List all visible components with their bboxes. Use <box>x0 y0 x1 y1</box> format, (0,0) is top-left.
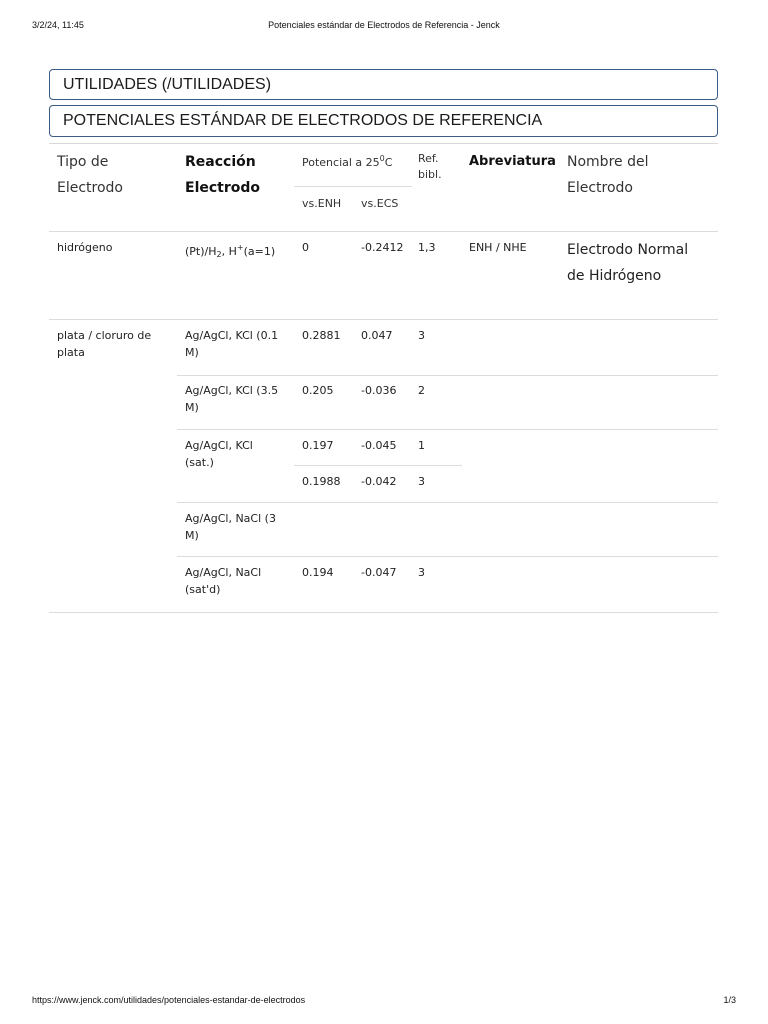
row-divider <box>49 231 718 232</box>
row-divider <box>177 502 718 503</box>
cell-ref: 1 <box>418 439 425 452</box>
page-number: 1/3 <box>723 995 736 1005</box>
cell-reaccion: $(Pt)/H_2$, H+(a=1) <box>185 243 276 259</box>
cell-vs-enh: 0.1988 <box>302 475 341 488</box>
cell-vs-enh: 0.2881 <box>302 329 341 342</box>
cell-nombre: Electrodo Normal de Hidrógeno <box>567 242 689 284</box>
cell-vs-ecs: -0.045 <box>361 439 397 452</box>
row-divider <box>177 429 718 430</box>
header-tipo: Tipo de Electrodo <box>57 154 124 196</box>
cell-vs-ecs: -0.2412 <box>361 241 404 254</box>
header-abreviatura: Abreviatura <box>469 154 556 169</box>
breadcrumb-utilidades-link[interactable] <box>49 69 718 100</box>
cell-reaccion: Ag/AgCl, NaCl (3 M) <box>185 512 276 542</box>
cell-reaccion: Ag/AgCl, KCl (sat.) <box>185 439 253 469</box>
cell-vs-enh: 0.205 <box>302 384 334 397</box>
table-top-border <box>49 143 718 144</box>
page-title: POTENCIALES ESTÁNDAR DE ELECTRODOS DE REFERENCIA <box>63 112 543 129</box>
page-title-box <box>49 105 718 137</box>
breadcrumb-label: UTILIDADES (/UTILIDADES) <box>63 75 272 93</box>
cell-reaccion: Ag/AgCl, KCl (0.1 M) <box>185 329 279 359</box>
document-title: Potenciales estándar de Electrodos de Referencia - Jenck <box>268 20 500 30</box>
print-date: 3/2/24, 11:45 <box>32 20 84 30</box>
row-divider <box>177 556 718 557</box>
cell-ref: 1,3 <box>418 241 436 254</box>
cell-tipo: hidrógeno <box>57 241 113 254</box>
cell-abreviatura: ENH / NHE <box>469 241 527 254</box>
cell-tipo: plata / cloruro de plata <box>57 329 152 359</box>
cell-ref: 2 <box>418 384 425 397</box>
print-footer <box>32 995 736 1007</box>
table-bottom-border <box>49 612 718 613</box>
header-nombre: Nombre del Electrodo <box>567 154 649 196</box>
row-divider <box>294 465 462 466</box>
cell-vs-ecs: 0.047 <box>361 329 393 342</box>
row-divider <box>177 375 718 376</box>
cell-ref: 3 <box>418 329 425 342</box>
header-sub-divider <box>294 186 412 187</box>
header-vs-enh: vs.ENH <box>302 197 342 210</box>
cell-vs-enh: 0 <box>302 241 309 254</box>
cell-vs-ecs: -0.042 <box>361 475 397 488</box>
cell-ref: 3 <box>418 566 425 579</box>
cell-vs-ecs: -0.047 <box>361 566 397 579</box>
header-ref: Ref. bibl. <box>418 152 442 181</box>
header-reaccion: Reacción Electrodo <box>185 154 261 196</box>
cell-ref: 3 <box>418 475 425 488</box>
cell-reaccion: Ag/AgCl, NaCl (sat'd) <box>185 566 262 596</box>
cell-vs-enh: 0.194 <box>302 566 334 579</box>
cell-reaccion: Ag/AgCl, KCl (3.5 M) <box>185 384 279 414</box>
header-vs-ecs: vs.ECS <box>361 197 399 210</box>
page-url: https://www.jenck.com/utilidades/potenciales-estandar-de-electrodos <box>32 995 306 1005</box>
row-divider <box>49 319 718 320</box>
print-header <box>32 20 736 32</box>
cell-vs-enh: 0.197 <box>302 439 334 452</box>
header-potencial: Potencial a $25^0C$ <box>302 154 393 169</box>
cell-vs-ecs: -0.036 <box>361 384 397 397</box>
